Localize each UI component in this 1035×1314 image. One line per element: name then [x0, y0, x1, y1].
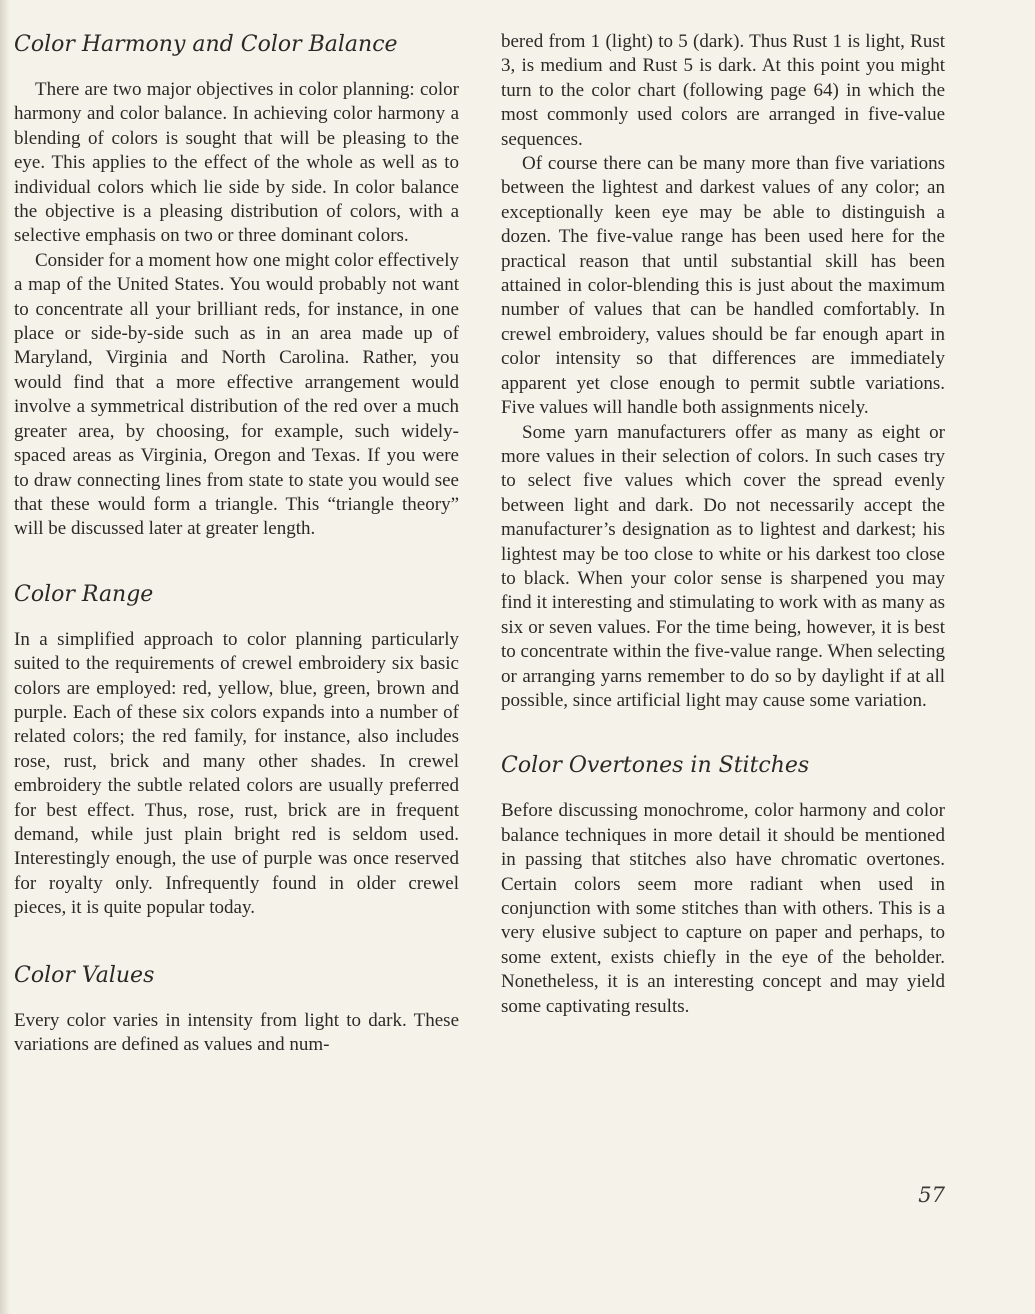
section-heading: Color Harmony and Color Balance: [14, 32, 398, 57]
paragraph: Before discussing monochrome, color harmony and color balance techniques in more detail it should be mentioned in passing that stitches also have chromatic overtones. Certain colors seem more radiant when used in conjunction with some stitches than with others. This is a very elusive subject to capture on paper and perhaps, to some extent, exists chiefly in the eye of the beholder. Nonetheless, it is an interesting concept and may yield some captivating results.: [501, 800, 945, 1017]
paragraph: Every color varies in intensity from light to dark. These variations are defined as values and num-: [14, 1009, 459, 1055]
section-color-range: [14, 580, 459, 921]
right-column: [501, 30, 945, 1019]
paragraph: Consider for a moment how one might color effectively a map of the United States. You would probably not want to concentrate all your brilliant reds, for instance, in one place or side-by-side such as in an area made up of Maryland, Virginia and North Carolina. Rather, you would find that a more effective arrangement would involve a symmetrical distribution of the red over a much greater area, by choosing, for example, such widely-spaced areas as Virginia, Oregon and Texas. If you were to draw connecting lines from state to state you would see that these would form a triangle. This “triangle theory” will be discussed later at greater length.: [14, 249, 459, 540]
page-number: 57: [918, 1183, 945, 1207]
section-color-overtones: [501, 751, 945, 1019]
section-heading: Color Range: [14, 581, 154, 607]
paragraph: In a simplified approach to color planning particularly suited to the requirements of crewel embroidery six basic colors are employed: red, yellow, blue, green, brown and purple. Each of these six colors expands into a number of related colors; the red family, for instance, also includes rose, rust, brick and many other shades. In crewel embroidery the subtle related colors are usually preferred for best effect. Thus, rose, rust, brick are in frequent demand, while just plain bright red is seldom used. Interestingly enough, the use of purple was once reserved for royalty only. Infrequently found in older crewel pieces, it is quite popular today.: [14, 628, 459, 919]
section-color-values: [14, 961, 459, 1058]
paragraph: Some yarn manufacturers offer as many as eight or more values in their selection of colors. In such cases try to select five values which cover the spread evenly between light and dark. Do not necessarily accept the manufacturer’s designation as to lightest and darkest; his lightest may be too close to white or his darkest too close to black. When your color sense is sharpened you may find it interesting and stimulating to work with as many as six or seven values. For the time being, however, it is best to concentrate within the five-value range. When selecting or arranging yarns remember to do so by daylight if at all possible, since artificial light may cause some variation.: [501, 421, 945, 711]
left-column: [14, 30, 459, 1057]
page-edge-shadow: [0, 0, 10, 1314]
paragraph: There are two major objectives in color planning: color harmony and color balance. In achieving color harmony a blending of colors is sought that will be pleasing to the eye. This applies to the effect of the whole as well as to individual colors which lie side by side. In color balance the objective is a pleasing distribution of colors, with a selective emphasis on two or three dominant colors.: [14, 79, 459, 247]
section-heading: Color Overtones in Stitches: [501, 753, 810, 779]
section-color-values-continued: [501, 30, 945, 713]
paragraph: Of course there can be many more than five variations between the lightest and darkest values of any color; an exceptionally keen eye may be able to distinguish a dozen. The five-value range has been used here for the practical reason that until substantial skill has been attained in color-blending this is just about the maximum number of values that can be handled comfortably. In crewel embroidery, values should be far enough apart in color intensity so that differences are immediately apparent yet close enough to permit subtle variations. Five values will handle both assignments nicely.: [501, 153, 945, 419]
section-heading: Color Values: [14, 962, 155, 988]
section-color-harmony: [14, 30, 459, 542]
paragraph-continuation: bered from 1 (light) to 5 (dark). Thus Rust 1 is light, Rust 3, is medium and Rust 5 is dark. At this point you might turn to the color chart (following page 64) in which the most commonly used colors are arranged in five-value sequences.: [501, 31, 945, 150]
